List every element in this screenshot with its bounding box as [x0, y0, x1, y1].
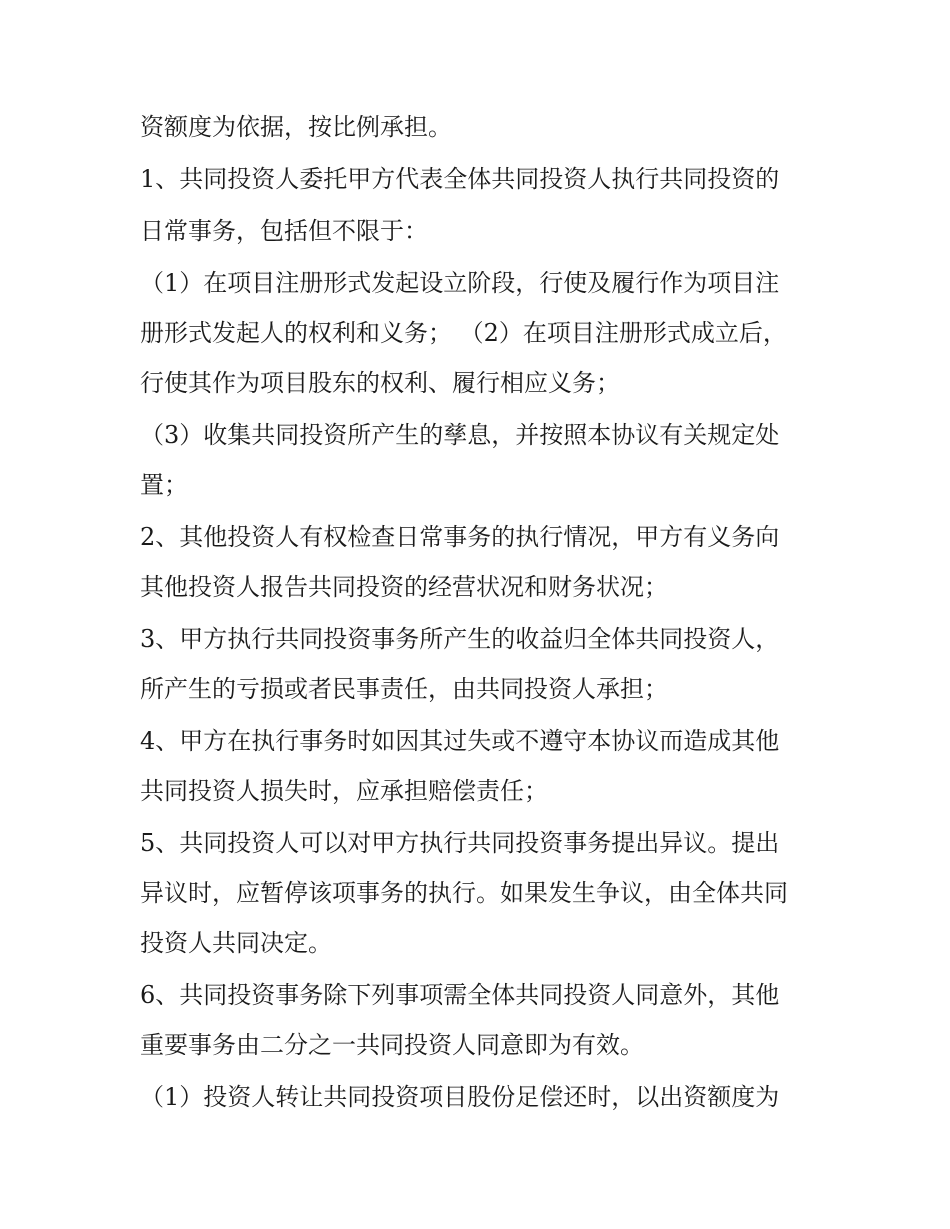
text-line: 6、共同投资事务除下列事项需全体共同投资人同意外，其他 — [140, 981, 780, 1009]
text-line: 所产生的亏损或者民事责任，由共同投资人承担； — [140, 675, 668, 703]
text-line: （1）投资人转让共同投资项目股份足偿还时，以出资额度为 — [140, 1083, 780, 1111]
text-line: 资额度为依据，按比例承担。 — [140, 113, 452, 141]
text-line: 重要事务由二分之一共同投资人同意即为有效。 — [140, 1031, 644, 1059]
text-line: （1）在项目注册形式发起设立阶段，行使及履行作为项目注 — [140, 269, 780, 297]
text-line: 共同投资人损失时，应承担赔偿责任； — [140, 777, 548, 805]
text-line: 3、甲方执行共同投资事务所产生的收益归全体共同投资人， — [140, 625, 780, 653]
text-line: 1、共同投资人委托甲方代表全体共同投资人执行共同投资的 — [140, 165, 780, 193]
text-line: （3）收集共同投资所产生的孳息，并按照本协议有关规定处 — [140, 421, 780, 449]
text-line: 4、甲方在执行事务时如因其过失或不遵守本协议而造成其他 — [140, 727, 780, 755]
text-line: 日常事务，包括但不限于： — [140, 217, 428, 245]
text-line: 异议时，应暂停该项事务的执行。如果发生争议，由全体共同 — [140, 879, 788, 907]
text-line: 投资人共同决定。 — [140, 929, 332, 957]
text-line: 其他投资人报告共同投资的经营状况和财务状况； — [140, 573, 668, 601]
text-line: 2、其他投资人有权检查日常事务的执行情况，甲方有义务向 — [140, 523, 780, 551]
text-line: 行使其作为项目股东的权利、履行相应义务； — [140, 369, 620, 397]
text-line: 置； — [140, 471, 188, 499]
text-line: 5、共同投资人可以对甲方执行共同投资事务提出异议。提出 — [140, 829, 780, 857]
text-line: 册形式发起人的权利和义务； （2）在项目注册形式成立后， — [140, 319, 787, 347]
